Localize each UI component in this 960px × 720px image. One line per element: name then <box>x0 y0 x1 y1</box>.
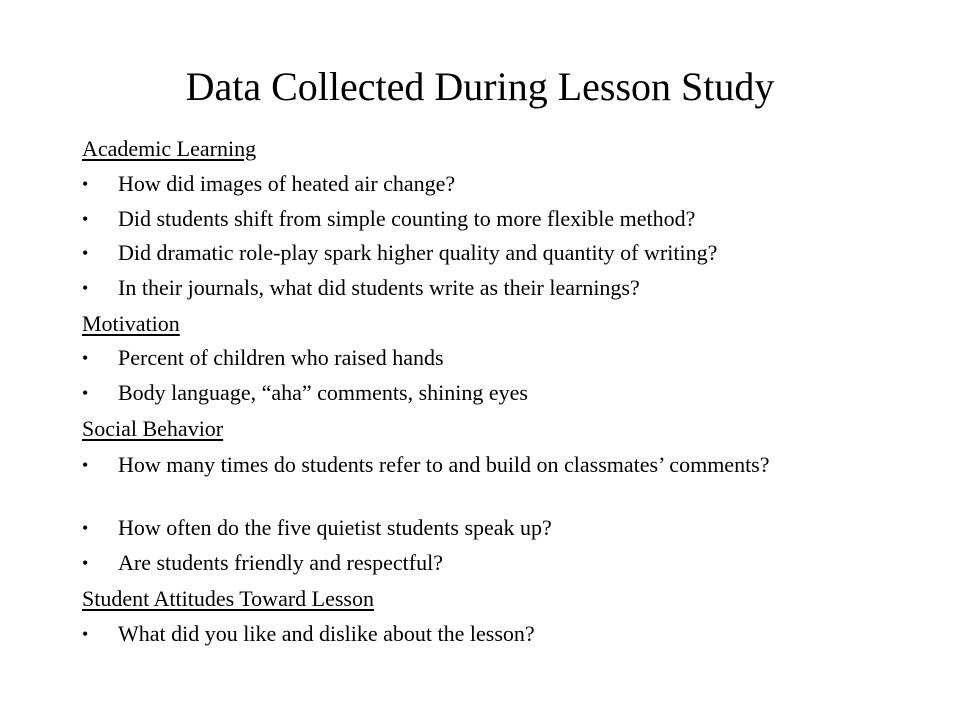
list-item-text: Percent of children who raised hands <box>118 345 444 370</box>
list-item <box>82 345 882 371</box>
bullet-icon: • <box>82 383 89 403</box>
section-heading-social-behavior: Social Behavior <box>82 416 224 441</box>
section-heading-academic-learning: Academic Learning <box>82 136 257 161</box>
list-item <box>82 452 882 478</box>
list-item-text: In their journals, what did students write as their learnings? <box>118 275 640 300</box>
list-item-text: How did images of heated air change? <box>118 171 456 196</box>
section-heading-student-attitudes: Student Attitudes Toward Lesson <box>82 586 374 611</box>
bullet-icon: • <box>82 518 89 538</box>
bullet-icon: • <box>82 209 89 229</box>
bullet-icon: • <box>82 553 89 573</box>
bullet-icon: • <box>82 455 89 475</box>
bullet-icon: • <box>82 348 89 368</box>
bullet-icon: • <box>82 174 89 194</box>
list-item <box>82 171 882 197</box>
list-item <box>82 380 882 406</box>
list-item <box>82 550 882 576</box>
list-item-text: How often do the five quietist students speak up? <box>118 515 552 540</box>
bullet-icon: • <box>82 243 89 263</box>
list-item-text: Are students friendly and respectful? <box>118 550 443 575</box>
list-item <box>82 275 882 301</box>
list-item <box>82 515 882 541</box>
page-title: Data Collected During Lesson Study <box>185 64 775 109</box>
list-item <box>82 621 882 647</box>
list-item-text: Did students shift from simple counting to more flexible method? <box>118 206 696 231</box>
bullet-icon: • <box>82 624 89 644</box>
section-heading-motivation: Motivation <box>82 311 180 336</box>
list-item-text: How many times do students refer to and build on classmates’ comments? <box>118 452 770 477</box>
list-item-text: Did dramatic role-play spark higher quality and quantity of writing? <box>118 240 718 265</box>
list-item-text: Body language, “aha” comments, shining eyes <box>118 380 528 405</box>
list-item <box>82 206 882 232</box>
list-item-text: What did you like and dislike about the lesson? <box>118 621 535 646</box>
bullet-icon: • <box>82 278 89 298</box>
list-item <box>82 240 882 266</box>
